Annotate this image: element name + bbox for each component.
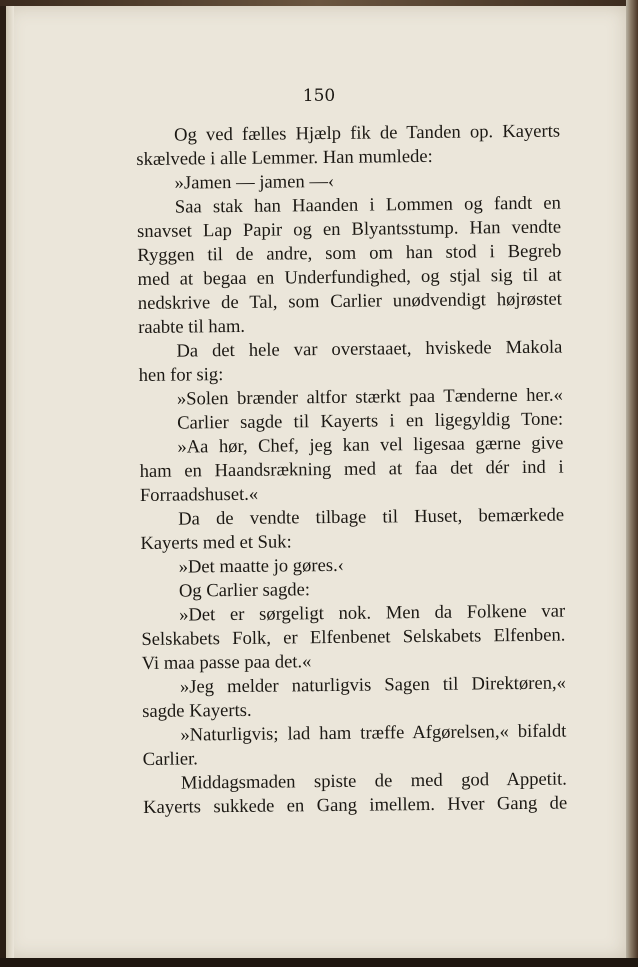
book-bottom-edge — [0, 958, 638, 967]
text-line: Carlier. — [142, 748, 199, 770]
page-text — [136, 120, 567, 820]
text-line: Saa stak han Haanden i Lommen og fandt en — [174, 192, 561, 218]
text-line: Da det hele var overstaaet, hviskede Makola — [176, 336, 563, 362]
text-line: skælvede i alle Lemmer. Han mumlede: — [136, 145, 433, 170]
text-line: »Det maatte jo gøres.‹ — [178, 554, 344, 578]
text-line: »Jeg melder naturligvis Sagen til Direktøren,« — [179, 672, 566, 698]
text-line: Kayerts sukkede en Gang imellem. Hver Gang de — [143, 792, 568, 818]
text-line: hen for sig: — [138, 364, 224, 386]
text-line: ham en Haandsrækning med at faa det dér ind i — [139, 456, 564, 482]
text-line: »Jamen — jamen —‹ — [174, 170, 335, 194]
text-line: Kayerts med et Suk: — [140, 531, 292, 554]
text-line: Selskabets Folk, er Elfenbenet Selskabets Elfenben. — [141, 624, 566, 650]
text-line: Og ved fælles Hjælp fik de Tanden op. Kayerts — [174, 120, 561, 146]
text-line: Og Carlier sagde: — [178, 579, 311, 602]
text-line: Da de vendte tilbage til Huset, bemærkede — [178, 504, 565, 530]
text-line: Ryggen til de andre, som om han stod i Begreb — [137, 240, 562, 266]
text-line: Vi maa passe paa det.« — [141, 651, 312, 674]
book-right-edge — [626, 0, 638, 967]
text-line: sagde Kayerts. — [142, 699, 252, 722]
text-line: nedskrive de Tal, som Carlier unødvendigt højrøstet — [137, 288, 562, 314]
text-line: raabte til ham. — [138, 315, 246, 338]
text-line: »Det er sørgeligt nok. Men da Folkene var — [179, 600, 566, 626]
text-line: »Naturligvis; lad ham træffe Afgørelsen,« bifaldt — [180, 720, 567, 746]
text-line: med at begaa en Underfundighed, og stjal sig til at — [137, 264, 562, 290]
text-line: Forraadshuset.« — [139, 483, 259, 506]
text-line: »Solen brænder altfor stærkt paa Tænderne her.« — [176, 384, 563, 410]
text-line: Middagsmaden spiste de med god Appetit. — [180, 768, 567, 794]
text-line: »Aa hør, Chef, jeg kan vel ligesaa gærne give — [177, 432, 564, 458]
text-line: Carlier sagde til Kayerts i en ligegyldig Tone: — [177, 408, 564, 434]
page-number: 150 — [302, 86, 336, 106]
text-line: snavset Lap Papir og en Blyantsstump. Han vendte — [137, 216, 562, 242]
page-gutter-shadow — [6, 6, 14, 958]
